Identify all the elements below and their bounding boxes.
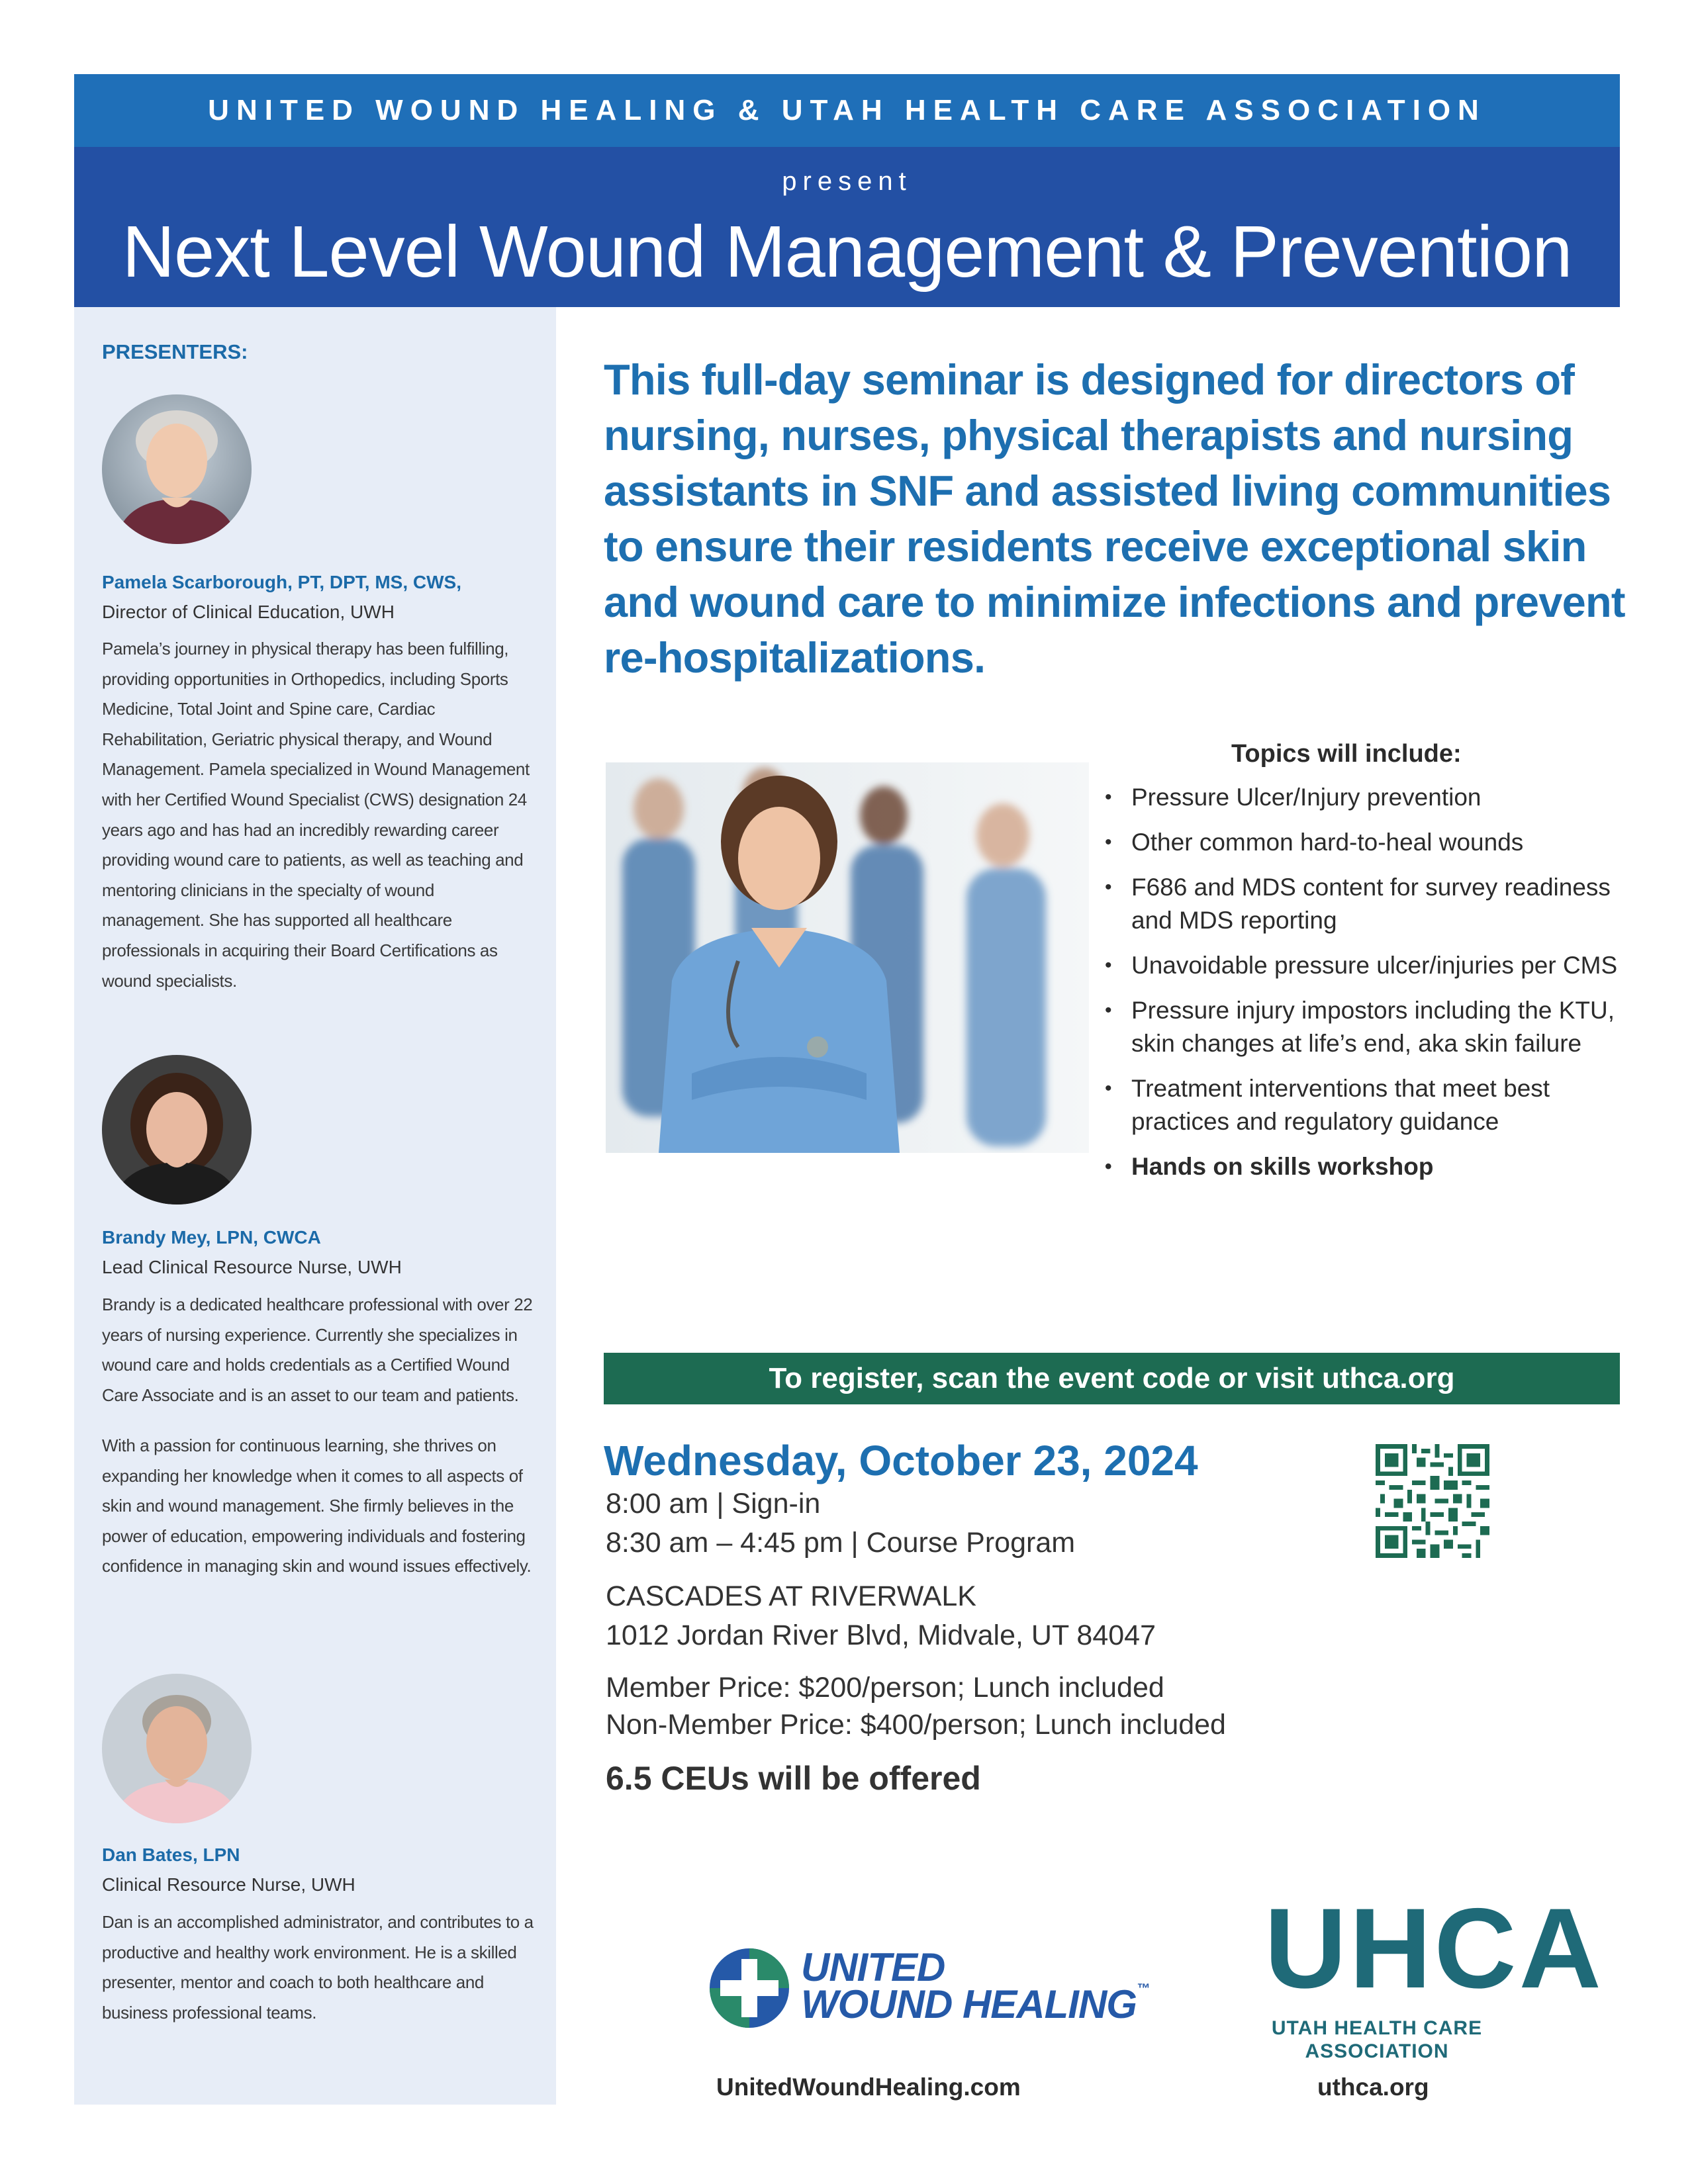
topic-item: • F686 and MDS content for survey readiness and MDS reporting xyxy=(1102,871,1632,937)
presenters-sidebar xyxy=(74,307,556,2105)
uwh-logo-line1: UNITED xyxy=(801,1945,945,1989)
presenter-role: Lead Clinical Resource Nurse, UWH xyxy=(102,1257,402,1277)
ceu-note: 6.5 CEUs will be offered xyxy=(606,1760,981,1797)
uhca-logo-subtitle-line2: ASSOCIATION xyxy=(1305,2040,1449,2062)
event-program: 8:30 am – 4:45 pm | Course Program xyxy=(606,1527,1076,1559)
united-wound-healing-logo xyxy=(708,1944,1172,2037)
topic-item: • Pressure Ulcer/Injury prevention xyxy=(1102,781,1632,814)
uwh-website-link[interactable]: UnitedWoundHealing.com xyxy=(716,2073,1021,2101)
event-signin: 8:00 am | Sign-in xyxy=(606,1488,821,1520)
uhca-website-link[interactable]: uthca.org xyxy=(1317,2073,1429,2101)
header-organizations: UNITED WOUND HEALING & UTAH HEALTH CARE ASSOCIATION xyxy=(208,94,1486,126)
event-venue: CASCADES AT RIVERWALK xyxy=(606,1580,976,1612)
nurses-photo xyxy=(606,762,1089,1153)
presenter-photo-dan xyxy=(102,1674,252,1823)
presenter-role: Director of Clinical Education, UWH xyxy=(102,602,395,622)
presenter-role: Clinical Resource Nurse, UWH xyxy=(102,1874,355,1895)
presenter-bio: Pamela’s journey in physical therapy has been fulfilling, providing opportunities in Orthopedics, including Sports Medicine, Total Joint and Spine care, Cardiac Rehabilitation, Geriatric physical therapy, and Wound Management. Pamela specialized in Wound Management with her Certified Wound Specialist (CWS) designation 24 years ago and has had an incredibly rewarding career providing wound care to patients, as well as teaching and mentoring clinicians in the specialty of wound management. She has supported all healthcare professionals in acquiring their Board Certifications as wound specialists. xyxy=(102,639,530,991)
presenter-name: Brandy Mey, LPN, CWCA xyxy=(102,1227,321,1248)
presenter-photo-pamela xyxy=(102,394,252,544)
seminar-intro: This full-day seminar is designed for directors of nursing, nurses, physical therapists and nursing assistants in SNF and assisted living communities to ensure their residents receive exceptional skin and wound care to minimize infections and prevent re-hospitalizations. xyxy=(604,355,1625,682)
event-address: 1012 Jordan River Blvd, Midvale, UT 84047 xyxy=(606,1619,1156,1651)
topic-item: • Unavoidable pressure ulcer/injuries per CMS xyxy=(1102,949,1632,982)
topic-item: • Other common hard-to-heal wounds xyxy=(1102,826,1632,859)
topics-title: Topics will include: xyxy=(1231,740,1462,768)
page-title: Next Level Wound Management & Prevention xyxy=(122,211,1572,293)
presenter-bio: Brandy is a dedicated healthcare professional with over 22 years of nursing experience. Currently she specializes in wound care and holds credentials as a Certified Wound Care Associate and is an asset to our team and patients. xyxy=(102,1295,533,1405)
presenter-bio: Dan is an accomplished administrator, and contributes to a productive and healthy work environment. He is a skilled presenter, mentor and coach to both healthcare and business professional teams. xyxy=(102,1912,534,2023)
uwh-cross-logo-icon xyxy=(708,1947,790,2029)
topic-item: • Pressure injury impostors including the KTU, skin changes at life’s end, aka skin failure xyxy=(1102,994,1632,1060)
presenters-heading: PRESENTERS: xyxy=(102,340,248,363)
presenter-photo-brandy xyxy=(102,1055,252,1205)
trademark-symbol: ™ xyxy=(1136,1981,1149,1996)
presenter-name: Pamela Scarborough, PT, DPT, MS, CWS, xyxy=(102,572,461,592)
header-title-bar xyxy=(74,147,1620,307)
member-price: Member Price: $200/person; Lunch included xyxy=(606,1672,1164,1704)
presenter-bio: With a passion for continuous learning, she thrives on expanding her knowledge when it comes to all aspects of skin and wound management. She firmly believes in the power of education, empowering individuals and fostering confidence in managing skin and wound issues effectively. xyxy=(102,1435,532,1576)
qr-code-icon[interactable] xyxy=(1376,1444,1489,1558)
uhca-logo: UHCA xyxy=(1264,1885,1604,2012)
uwh-logo-line2-text: WOUND HEALING xyxy=(801,1982,1137,2026)
topic-item: • Treatment interventions that meet best practices and regulatory guidance xyxy=(1102,1072,1632,1138)
header-organizations-bar xyxy=(74,74,1620,147)
uhca-logo-subtitle-line1: UTAH HEALTH CARE xyxy=(1271,2017,1483,2039)
nonmember-price: Non-Member Price: $400/person; Lunch included xyxy=(606,1709,1226,1741)
event-date: Wednesday, October 23, 2024 xyxy=(604,1437,1198,1484)
register-banner xyxy=(604,1353,1620,1404)
register-text: To register, scan the event code or visit uthca.org xyxy=(769,1362,1455,1394)
presenter-name: Dan Bates, LPN xyxy=(102,1844,240,1865)
topic-item-workshop: • Hands on skills workshop xyxy=(1102,1150,1632,1183)
topics-list xyxy=(1102,781,1632,1195)
uwh-logo-line2 xyxy=(801,1981,1149,2027)
header-present: present xyxy=(782,167,912,196)
